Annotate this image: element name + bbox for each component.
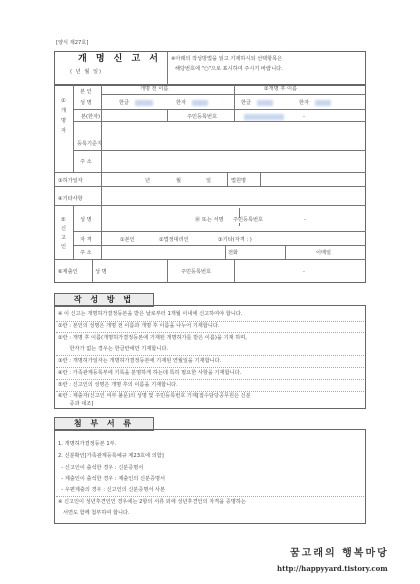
submitter-rrn-dash: - xyxy=(303,269,305,275)
form-date-line: ( 년 월 일) xyxy=(70,69,103,75)
documents-title: 첨 부 서 류 xyxy=(54,417,154,431)
hangul-after-label: 한글 xyxy=(241,100,252,106)
redacted-hanja-after xyxy=(315,100,331,106)
method-title: 작 성 방 법 xyxy=(54,293,154,307)
reporter-rrn-label: 주민등록번호 xyxy=(233,217,264,223)
qualification-option-self[interactable]: ①본인 xyxy=(120,237,135,243)
submitter-name-label: 성 명 xyxy=(95,269,107,275)
address-label: 주 소 xyxy=(80,159,92,165)
name-label: 성 명 xyxy=(80,100,92,106)
method-line: 한자가 없는 경우는 한글란에만 기재합니다. xyxy=(58,346,168,352)
method-line: ③란 : 개명허가일자는 개명허가결정등본에 기재된 연월일을 기재합니다. xyxy=(58,358,222,364)
form-number: [양식 제27호] xyxy=(56,40,89,46)
redacted-rrn xyxy=(244,114,284,120)
other-label: ④기타사항 xyxy=(58,196,83,202)
qualification-label: 자 격 xyxy=(80,237,92,243)
section1-label: ① 개 명 자 xyxy=(61,98,67,134)
redacted-hangul-after xyxy=(257,100,273,106)
redacted-hanja-before xyxy=(192,100,208,106)
hanja-before-label: 한자 xyxy=(176,100,187,106)
method-line: ⑥란 : 제출자(신고인 여부 불문)의 성명 및 주민등록번호 기재[접수담당공무원은 신분 xyxy=(58,393,251,399)
submitter-label: ⑥제출인 xyxy=(58,269,78,275)
submitter-rrn-label: 주민등록번호 xyxy=(181,269,212,275)
reporter-name-label: 성 명 xyxy=(80,217,92,223)
reporter-rrn-dash: - xyxy=(304,217,306,223)
reporter-address-label: 주 소 xyxy=(80,250,92,256)
rrn-dash: - xyxy=(303,114,305,120)
phone-label: 전화 xyxy=(228,250,239,256)
document-line: - 제출인이 출석한 경우 : 제출인의 신분증명서 xyxy=(58,476,166,482)
method-line: ⑤란 : 신고인의 성명은 개명 후의 이름을 기재합니다. xyxy=(58,382,178,388)
hangul-before-label: 한글 xyxy=(119,100,130,106)
instruction-line-2: 해당번호에 "○"으로 표시하여 주시기 바랍니다. xyxy=(175,66,283,72)
permit-day: 일 xyxy=(206,178,212,184)
reporter-sign: ㊞ 또는 서명 xyxy=(195,217,224,223)
permit-month: 월 xyxy=(176,178,182,184)
instruction-line-1: ※아래의 작성방법을 읽고 기재하시되 선택항목은 xyxy=(171,56,283,62)
reporter-label: ⑤ 신 고 인 xyxy=(61,217,67,250)
method-line: 증과 대조] xyxy=(58,401,94,407)
document-line: - 우편제출의 경우 : 신고인의 신분증명서 사본 xyxy=(58,487,166,493)
method-line: ※ 이 신고는 개명허가결정등본을 받은 날로부터 1개월 이내에 신고하여야 합니다. xyxy=(58,311,243,317)
permit-year: 년 xyxy=(145,178,151,184)
person-label: 본 인 xyxy=(80,89,92,95)
method-line: ②란 : 개명 후 이름(개명허가결정등본에 기재된 개명허가를 받은 이름)을 기재 하며, xyxy=(58,335,247,341)
qualification-option-legal-rep[interactable]: ②법정대리인 xyxy=(159,237,189,243)
document-line: ※ 신고인이 성년후견인인 경우에는 2항의 서류 외에 성년후견인의 자격을 증명하는 xyxy=(58,499,246,505)
method-line: ①란 : 본인의 성명은 개명 전 이름과 개명 후 이름을 나누어 기재합니다. xyxy=(58,323,220,329)
court-label: 법원명 xyxy=(231,178,247,184)
footer-url[interactable]: http://happyyard.tistory.com xyxy=(277,564,388,573)
permit-date-label: ③허가일자 xyxy=(58,178,83,184)
document-line: 1. 개명허가결정등본 1부. xyxy=(58,441,117,447)
before-name-header: 개명 전 이름 xyxy=(140,86,169,92)
document-line: 2. 신분확인[가족관계등록예규 제23호에 의함] xyxy=(58,453,164,459)
email-label: 이메일 xyxy=(316,250,332,256)
document-line: 서면도 함께 첨부하여 합니다. xyxy=(58,510,130,516)
form-title: 개 명 신 고 서 xyxy=(78,54,162,64)
after-name-header: ②개명 후 이름 xyxy=(264,86,298,92)
bon-label: 본(한자) xyxy=(81,114,101,120)
footer-brand: 꿈고래의 행복마당 xyxy=(290,548,389,559)
method-line: ④란 : 가족관계등록부에 기록을 분명하게 하는데 특히 필요한 사항을 기재합니다. xyxy=(58,370,242,376)
hanja-after-label: 한자 xyxy=(299,100,310,106)
rrn-label: 주민등록번호 xyxy=(187,114,218,120)
redacted-hangul-before xyxy=(135,100,153,106)
family-basis-label: 등록기준지 xyxy=(77,141,103,147)
document-line: - 신고인이 출석한 경우 : 신분증명서 xyxy=(58,465,144,471)
qualification-option-other[interactable]: ③기타(자격 : ) xyxy=(218,237,252,243)
